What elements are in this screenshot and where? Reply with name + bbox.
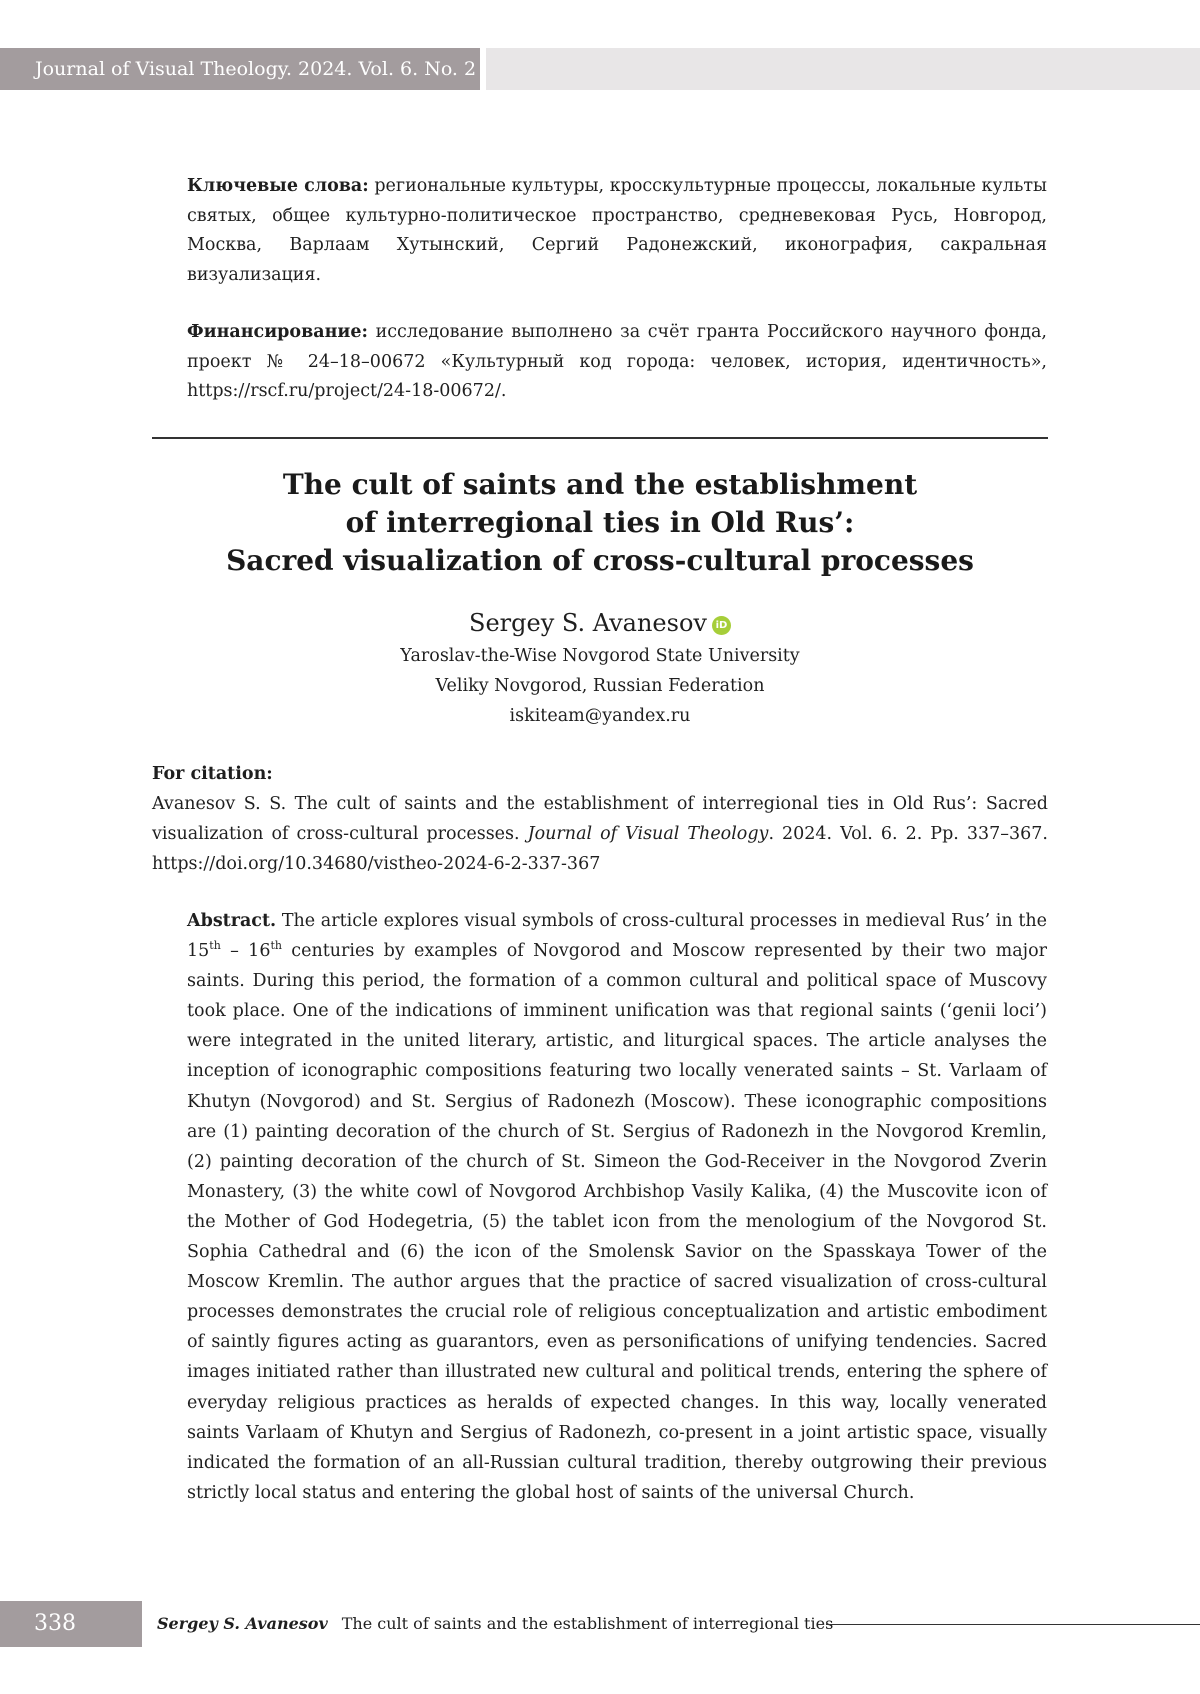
keywords-paragraph — [187, 172, 1047, 290]
keywords-text: региональные культуры, кросскультурные процессы, локальные культы святых, общее культурно-политическое пространство, средневековая Русь, Новгород, Москва, Варлаам Хутынский, Сергий Радонежский, иконография, сакральная визуализация. — [187, 176, 1047, 285]
orcid-icon[interactable]: iD — [712, 616, 731, 635]
citation-text-after: . 2024. Vol. 6. 2. Pp. 337–367. https://doi.org/10.34680/vistheo-2024-6-2-337-367 — [152, 824, 1048, 874]
author-line — [152, 607, 1048, 639]
running-header — [157, 1601, 833, 1647]
keywords-label: Ключевые слова: — [187, 176, 369, 196]
abstract-text-1: The article explores visual symbols of cross-cultural processes in medieval Rus’ in the 15 — [187, 911, 1047, 962]
abstract-sup-2: th — [270, 939, 282, 953]
abstract-label: Abstract. — [187, 911, 277, 931]
abstract-text-2: – 16 — [220, 941, 271, 962]
email[interactable]: iskiteam@yandex.ru — [509, 706, 691, 726]
journal-header — [0, 48, 1200, 90]
funding-text: исследование выполнено за счёт гранта Российского научного фонда, проект № 24–18–00672 «Культурный код города: человек, история, идентичность», https://rscf.ru/project/24-18-00672/. — [187, 322, 1047, 401]
affiliation-block — [152, 641, 1048, 731]
abstract-paragraph — [187, 906, 1047, 1508]
title-line-1: The cult of saints and the establishment — [282, 468, 918, 501]
running-author: Sergey S. Avanesov — [157, 1614, 328, 1633]
page-number: 338 — [0, 1601, 142, 1647]
location: Veliky Novgorod, Russian Federation — [435, 676, 765, 696]
section-divider — [152, 437, 1048, 439]
header-bar — [486, 48, 1200, 90]
footer-rule — [826, 1624, 1200, 1625]
citation-journal: Journal of Visual Theology — [527, 824, 769, 844]
title-line-3: Sacred visualization of cross-cultural processes — [226, 544, 974, 577]
affiliation: Yaroslav-the-Wise Novgorod State University — [400, 646, 800, 666]
author-name: Sergey S. Avanesov — [469, 609, 707, 637]
page-footer — [0, 1601, 1200, 1647]
funding-paragraph — [187, 318, 1047, 407]
title-line-2: of interregional ties in Old Rus’: — [345, 506, 855, 539]
funding-label: Финансирование: — [187, 322, 368, 342]
article-title — [152, 466, 1048, 580]
abstract-text-3: centuries by examples of Novgorod and Moscow represented by their two major saints. During this period, the formation of a common cultural and political space of Muscovy took place. One of the indications of imminent unification was that regional saints (‘genii loci’) were integrated in the united literary, artistic, and liturgical spaces. The article analyses the inception of iconographic compositions featuring two locally venerated saints – St. Varlaam of Khutyn (Novgorod) and St. Sergius of Radonezh (Moscow). These iconographic compositions are (1) painting decoration of the church of St. Sergius of Radonezh in the Novgorod Kremlin, (2) painting decoration of the church of St. Simeon the God-Receiver in the Novgorod Zverin Monastery, (3) the white cowl of Novgorod Archbishop Vasily Kalika, (4) the Muscovite icon of the Mother of God Hodegetria, (5) the tablet icon from the menologium of the Novgorod St. Sophia Cathedral and (6) the icon of the Smolensk Savior on the Spasskaya Tower of the Moscow Kremlin. The author argues that the practice of sacred visualization of cross-cultural processes demonstrates the crucial role of religious conceptualization and artistic embodiment of saintly figures acting as guarantors, even as personifications of unifying tendencies. Sacred images initiated rather than illustrated new cultural and political trends, entering the sphere of everyday religious practices as heralds of expected changes. In this way, locally venerated saints Varlaam of Khutyn and Sergius of Radonezh, co-present in a joint artistic space, visually indicated the formation of an all-Russian cultural tradition, thereby outgrowing their previous strictly local status and entering the global host of saints of the universal Church. — [187, 941, 1047, 1503]
citation-text — [152, 789, 1048, 879]
running-title: The cult of saints and the establishment of interregional ties — [341, 1614, 834, 1633]
citation-text-before: Avanesov S. S. The cult of saints and the establishment of interregional ties in Old Rus’: Sacred visualization of cross-cultural processes. — [152, 794, 1048, 844]
citation-label: For citation: — [152, 764, 273, 784]
journal-title: Journal of Visual Theology. 2024. Vol. 6. No. 2 — [0, 48, 480, 90]
abstract-sup-1: th — [209, 939, 221, 953]
